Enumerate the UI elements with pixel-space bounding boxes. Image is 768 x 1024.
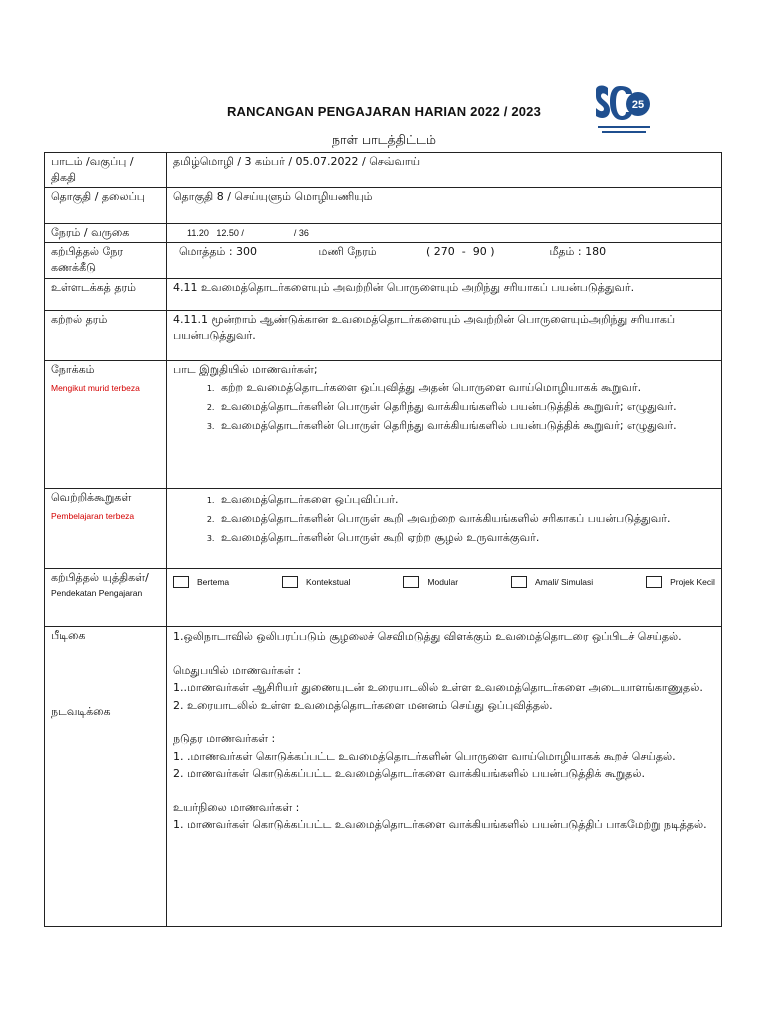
- strategy-note: Pendekatan Pengajaran: [51, 588, 143, 598]
- checkbox[interactable]: [403, 576, 419, 588]
- time-value: 11.20 12.50 / / 36: [167, 224, 722, 243]
- topic-value: தொகுதி 8 / செய்யுளும் மொழியணியும்: [167, 188, 722, 224]
- table-row: [45, 279, 722, 311]
- activity-line: 2. உரையாடலில் உள்ள உவமைத்தொடர்களை மனனம் செய்து ஒப்புவித்தல்.: [173, 698, 553, 712]
- activity-group-heading: உயர்நிலை மாணவர்கள் :: [173, 800, 300, 814]
- activity-line: 1. மாணவர்கள் கொடுக்கப்பட்ட உவமைத்தொடர்களை வாக்கியங்களில் பயன்படுத்திப் பாகமேற்று நடித்தல்.: [173, 818, 707, 831]
- checkbox[interactable]: [511, 576, 527, 588]
- content-standard-value: 4.11 உவமைத்தொடர்களையும் அவற்றின் பொருளையும் அறிந்து சரியாகப் பயன்படுத்துவர்.: [167, 279, 722, 311]
- option-kontekstual[interactable]: Kontekstual: [282, 574, 350, 590]
- success-value: [167, 489, 722, 569]
- subject-value: தமிழ்மொழி / 3 கம்பர் / 05.07.2022 / செவ்வாய்: [167, 153, 722, 188]
- success-note: Pembelajaran terbeza: [51, 511, 135, 521]
- objective-intro: பாட இறுதியில் மாணவர்கள்;: [173, 363, 318, 376]
- objective-label: [45, 361, 167, 489]
- table-row: [45, 224, 722, 243]
- activity-group-heading: நடுதர மாணவர்கள் :: [173, 732, 276, 745]
- list-item: 2. உவமைத்தொடர்களின் பொருள் கூறி அவற்றை வாக்கியங்களில் சரிகாகப் பயன்படுத்துவர்.: [217, 511, 715, 527]
- time-label: நேரம் / வருகை: [45, 224, 167, 243]
- score-value: [167, 243, 722, 279]
- content-standard-label: உள்ளடக்கத் தரம்: [45, 279, 167, 311]
- checkbox[interactable]: [282, 576, 298, 588]
- strategy-label: [45, 569, 167, 627]
- activity-line: 1..மாணவர்கள் ஆசிரியர் துணையுடன் உரையாடலில் உள்ள உவமைத்தொடர்களை அடையாளங்காணுதல்.: [173, 681, 703, 694]
- activity-label: நடவடிக்கை: [51, 705, 111, 718]
- list-item: 1. உவமைத்தொடர்களை ஒப்புவிப்பர்.: [217, 492, 715, 508]
- induction-activity-label: [45, 627, 167, 927]
- svg-text:25: 25: [631, 99, 645, 111]
- objective-value: [167, 361, 722, 489]
- strategy-title: கற்பித்தல் யுத்திகள்/: [51, 571, 149, 584]
- table-row: [45, 489, 722, 569]
- success-list: [173, 492, 715, 546]
- score-range: ( 270 - 90 ): [426, 245, 495, 258]
- table-row: [45, 569, 722, 627]
- success-title: வெற்றிக்கூறுகள்: [51, 491, 132, 504]
- objective-title: நோக்கம்: [51, 363, 95, 376]
- score-hours: மணி நேரம்: [318, 245, 377, 258]
- strategy-options: [173, 570, 715, 590]
- score-balance: மீதம் : 180: [549, 245, 607, 258]
- score-label: கற்பித்தல் நேர கணக்கீடு: [45, 243, 167, 279]
- option-amali[interactable]: Amali/ Simulasi: [511, 574, 593, 590]
- learning-standard-value: 4.11.1 மூன்றாம் ஆண்டுக்கான உவமைத்தொடர்களையும் அவற்றின் பொருளையும்அறிந்து சரியாகப் பயன்படுத்துவர்.: [167, 311, 722, 361]
- checkbox[interactable]: [646, 576, 662, 588]
- strategy-value: [167, 569, 722, 627]
- induction-activity-value: [167, 627, 722, 927]
- table-row: [45, 153, 722, 188]
- page-title: RANCANGAN PENGAJARAN HARIAN 2022 / 2023: [226, 104, 542, 119]
- table-row: [45, 188, 722, 224]
- objective-list: [173, 380, 715, 434]
- table-row: [45, 627, 722, 927]
- option-modular[interactable]: Modular: [403, 574, 458, 590]
- school-logo: [590, 82, 658, 142]
- option-bertema[interactable]: Bertema: [173, 574, 229, 590]
- list-item: 3. உவமைத்தொடர்களின் பொருள் தெரிந்து வாக்கியங்களில் பயன்படுத்திக் கூறுவர்; எழுதுவர்.: [217, 418, 715, 434]
- option-projek-kecil[interactable]: Projek Kecil: [646, 574, 715, 590]
- subject-label: பாடம் /வகுப்பு / திகதி: [45, 153, 167, 188]
- activity-group-heading: மெதுபயில் மாணவர்கள் :: [173, 663, 302, 677]
- learning-standard-label: கற்றல் தரம்: [45, 311, 167, 361]
- page-subtitle: நாள் பாடத்திட்டம்: [332, 132, 436, 147]
- score-total: மொத்தம் : 300: [179, 245, 258, 258]
- table-row: [45, 311, 722, 361]
- list-item: 3. உவமைத்தொடர்களின் பொருள் கூறி ஏற்ற சூழல் உருவாக்குவர்.: [217, 530, 715, 546]
- activity-line: 2. மாணவர்கள் கொடுக்கப்பட்ட உவமைத்தொடர்களை வாக்கியங்களில் பயன்படுத்திக் கூறுதல்.: [173, 767, 645, 780]
- checkbox[interactable]: [173, 576, 189, 588]
- list-item: 2. உவமைத்தொடர்களின் பொருள் தெரிந்து வாக்கியங்களில் பயன்படுத்திக் கூறுவர்; எழுதுவர்.: [217, 399, 715, 415]
- lesson-plan-table: [44, 152, 722, 927]
- list-item: 1. கற்ற உவமைத்தொடர்களை ஒப்புவித்து அதன் பொருளை வாய்மொழியாகக் கூறுவர்.: [217, 380, 715, 396]
- induction-value: 1.ஒலிநாடாவில் ஒலிபரப்படும் சூழலைச் செவிமடுத்து விளக்கும் உவமைத்தொடரை ஒப்பிடச் செய்தல்.: [173, 630, 682, 643]
- success-label: [45, 489, 167, 569]
- induction-label: பீடிகை: [51, 629, 86, 642]
- table-row: [45, 243, 722, 279]
- objective-note: Mengikut murid terbeza: [51, 383, 140, 393]
- table-row: [45, 361, 722, 489]
- topic-label: தொகுதி / தலைப்பு: [45, 188, 167, 224]
- activity-line: 1. .மாணவர்கள் கொடுக்கப்பட்ட உவமைத்தொடர்களின் பொருளை வாய்மொழியாகக் கூறச் செய்தல்.: [173, 749, 676, 763]
